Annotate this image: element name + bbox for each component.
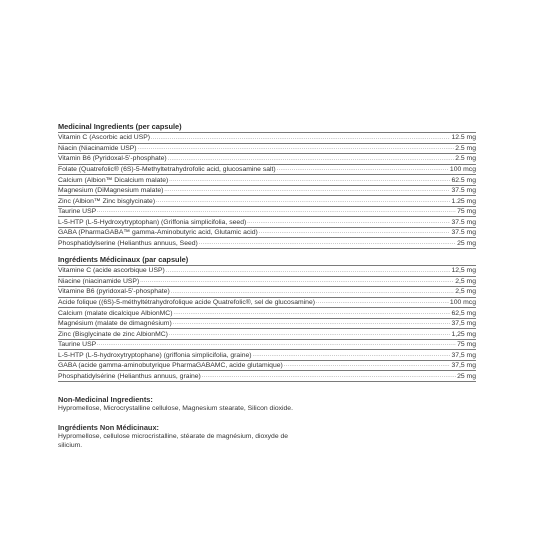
ingredient-amount: 62.5 mg (451, 176, 476, 184)
ingredient-name: Phosphatidylsérine (Helianthus annuus, graine) (58, 372, 201, 380)
ingredient-row (58, 277, 476, 288)
ingredient-amount: 37,5 mg (451, 351, 476, 359)
ingredient-amount: 75 mg (457, 341, 476, 349)
leader-dots (171, 288, 455, 297)
ingredient-name: Calcium (Albion™ Dicalcium malate) (58, 176, 169, 184)
ingredient-row (58, 133, 476, 144)
ingredient-amount: 1,25 mg (451, 330, 476, 338)
ingredient-name: Vitamine B6 (pyridoxal-5’-phosphate) (58, 288, 170, 296)
ingredient-amount: 37,5 mg (451, 320, 476, 328)
ingredient-name: L-5-HTP (L-5-Hydroxytryptophan) (Griffonia simplicifolia, seed) (58, 218, 247, 226)
ingredients-non-medicinaux-text: Hypromellose, cellulose microcristalline, stéarate de magnésium, dioxyde de silicium. (58, 433, 289, 450)
leader-dots (169, 176, 450, 185)
ingredient-amount: 2,5 mg (455, 288, 476, 296)
ingredient-amount: 1.25 mg (451, 197, 476, 205)
ingredients-non-medicinaux-title: Ingrédients Non Médicinaux: (58, 423, 160, 433)
ingredient-row (58, 154, 476, 165)
ingredient-row (58, 266, 476, 277)
leader-dots (284, 361, 451, 370)
leader-dots (169, 330, 451, 339)
ingredient-name: Niacin (Niacinamide USP) (58, 144, 137, 152)
ingredient-row (58, 340, 476, 351)
ingredient-name: Vitamine C (acide ascorbique USP) (58, 267, 165, 275)
ingredient-amount: 2.5 mg (455, 155, 476, 163)
ingredient-row (58, 319, 476, 330)
leader-dots (316, 298, 449, 307)
ingredients-medicinaux-title: Ingrédients Médicinaux (par capsule) (58, 255, 189, 265)
ingredient-amount: 37,5 mg (451, 362, 476, 370)
ingredient-amount: 2.5 mg (455, 144, 476, 152)
leader-dots (259, 228, 451, 237)
leader-dots (173, 319, 451, 328)
ingredient-row (58, 144, 476, 155)
ingredient-row (58, 329, 476, 340)
leader-dots (166, 267, 451, 276)
ingredient-row (58, 308, 476, 319)
ingredient-row (58, 371, 476, 382)
ingredient-row (58, 298, 476, 309)
leader-dots (140, 277, 454, 286)
leader-dots (138, 144, 455, 153)
leader-dots (97, 207, 456, 216)
ingredient-name: L-5-HTP (L-5-hydroxytryptophane) (griffonia simplicifolia, graine) (58, 351, 252, 359)
non-medicinal-ingredients-text: Hypromellose, Microcrystalline cellulose, Magnesium stearate, Silicon dioxide. (58, 405, 293, 413)
leader-dots (247, 218, 450, 227)
ingredient-amount: 37.5 mg (451, 218, 476, 226)
ingredient-name: GABA (acide gamma-aminobutyrique PharmaGABAMC, acide glutamique) (58, 362, 283, 370)
medicinal-ingredients-table-fr (58, 265, 476, 382)
ingredient-row (58, 196, 476, 207)
ingredient-row (58, 287, 476, 298)
ingredient-amount: 100 mcg (449, 299, 476, 306)
leader-dots (277, 165, 449, 174)
ingredient-row (58, 186, 476, 197)
leader-dots (202, 372, 456, 381)
ingredient-row (58, 238, 476, 249)
ingredient-row (58, 350, 476, 361)
ingredient-name: Magnésium (malate de dimagnésium) (58, 320, 172, 328)
leader-dots (253, 351, 451, 360)
ingredient-name: Niacine (niacinamide USP) (58, 277, 140, 285)
leader-dots (164, 186, 450, 195)
leader-dots (168, 155, 455, 164)
ingredient-name: Acide folique ((6S)-5-méthyltétrahydrofolique acide Quatrefolic®, sel de glucosamine) (58, 299, 315, 306)
ingredient-name: Calcium (malate dicalcique AlbionMC) (58, 309, 173, 317)
ingredient-row (58, 361, 476, 372)
ingredient-row (58, 165, 476, 176)
ingredient-amount: 37.5 mg (451, 229, 476, 237)
non-medicinal-ingredients-title: Non-Medicinal Ingredients: (58, 395, 153, 405)
ingredient-name: Magnesium (DiMagnesium malate) (58, 187, 164, 195)
leader-dots (151, 134, 450, 143)
leader-dots (97, 340, 456, 349)
ingredient-amount: 25 mg (457, 239, 476, 247)
medicinal-ingredients-table-en (58, 132, 476, 249)
ingredient-row (58, 175, 476, 186)
ingredient-amount: 100 mcg (449, 165, 476, 173)
medicinal-ingredients-title: Medicinal Ingredients (per capsule) (58, 122, 182, 131)
ingredient-row (58, 217, 476, 228)
ingredient-amount: 25 mg (457, 372, 476, 380)
ingredient-name: Folate (Quatrefolic® (6S)-5-Methyltetrahydrofolic acid, glucosamine salt) (58, 165, 276, 173)
leader-dots (199, 239, 456, 248)
ingredient-name: Zinc (Albion™ Zinc bisglycinate) (58, 197, 156, 205)
ingredient-amount: 2,5 mg (455, 277, 476, 285)
ingredient-row (58, 207, 476, 218)
ingredient-name: Taurine USP (58, 341, 97, 349)
ingredient-name: Taurine USP (58, 208, 97, 216)
ingredient-amount: 12,5 mg (451, 267, 476, 275)
leader-dots (173, 309, 450, 318)
ingredient-amount: 75 mg (457, 208, 476, 216)
ingredient-name: Zinc (Bisglycinate de zinc AlbionMC) (58, 330, 168, 338)
ingredient-name: Vitamin C (Ascorbic acid USP) (58, 134, 151, 142)
ingredient-amount: 62,5 mg (451, 309, 476, 317)
supplement-facts-panel (58, 122, 476, 451)
ingredient-row (58, 228, 476, 239)
ingredient-name: Vitamin B6 (Pyridoxal-5’-phosphate) (58, 155, 167, 163)
ingredient-name: Phosphatidylserine (Helianthus annuus, Seed) (58, 239, 198, 247)
ingredient-amount: 12.5 mg (451, 134, 476, 142)
ingredient-name: GABA (PharmaGABA™ gamma-Aminobutyric acid, Glutamic acid) (58, 229, 258, 237)
ingredient-amount: 37.5 mg (451, 187, 476, 195)
leader-dots (156, 197, 450, 206)
